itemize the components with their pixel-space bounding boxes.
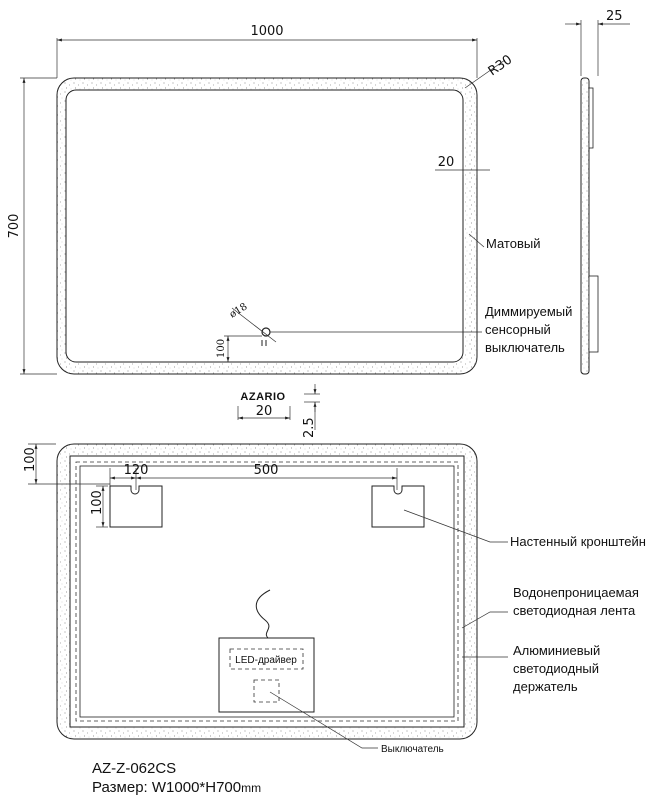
- led-strip-label-line-1: Водонепроницаемая: [513, 585, 639, 600]
- led-driver-label: LED-драйвер: [235, 655, 297, 666]
- height-dimension: 700: [7, 213, 22, 239]
- switch-label-line-1: Диммируемый: [485, 304, 573, 319]
- back-view: [23, 444, 646, 755]
- depth-dimension: 25: [606, 9, 623, 24]
- wall-bracket-left: [110, 486, 162, 527]
- led-strip-label-line-2: светодиодная лента: [513, 603, 636, 618]
- holder-label-line-2: светодиодный: [513, 661, 599, 676]
- bracket-offset-dimension: 120: [123, 463, 149, 478]
- frame-dimension: 20: [437, 155, 455, 170]
- top-offset-dimension: 100: [23, 447, 38, 472]
- bracket-spacing-dimension: 500: [253, 463, 279, 478]
- switch-offset-dimension: 100: [216, 338, 227, 358]
- switch-label-line-2: сенсорный: [485, 322, 551, 337]
- radius-dimension: R30: [485, 52, 516, 80]
- side-bracket-bottom: [589, 276, 598, 352]
- holder-label-line-3: держатель: [513, 679, 578, 694]
- model-number: AZ-Z-062CS: [92, 760, 177, 777]
- switch-label: Выключатель: [381, 744, 444, 755]
- side-mirror-profile: [581, 78, 589, 374]
- logo-height-dimension: 2.5: [302, 417, 317, 438]
- size-spec-main: Размер: W1000*H700: [92, 779, 242, 796]
- switch-label-line-3: выключатель: [485, 340, 565, 355]
- bracket-height-dimension: 100: [90, 490, 105, 515]
- holder-label-line-1: Алюминиевый: [513, 643, 601, 658]
- front-view: [7, 24, 572, 438]
- width-dimension: 1000: [250, 24, 284, 39]
- size-spec: [92, 779, 261, 796]
- side-view: [565, 9, 630, 374]
- size-spec-unit: mm: [241, 781, 262, 795]
- wall-bracket-right: [372, 486, 424, 527]
- brand-logo: AZARIO: [240, 391, 286, 403]
- side-bracket-top: [589, 88, 593, 148]
- power-cable: [256, 590, 270, 638]
- footer: [92, 760, 261, 796]
- finish-label: Матовый: [486, 236, 541, 251]
- bracket-label: Настенный кронштейн: [510, 534, 646, 549]
- logo-width-dimension: 20: [255, 404, 273, 419]
- switch-diameter-dimension: ø18: [227, 301, 250, 321]
